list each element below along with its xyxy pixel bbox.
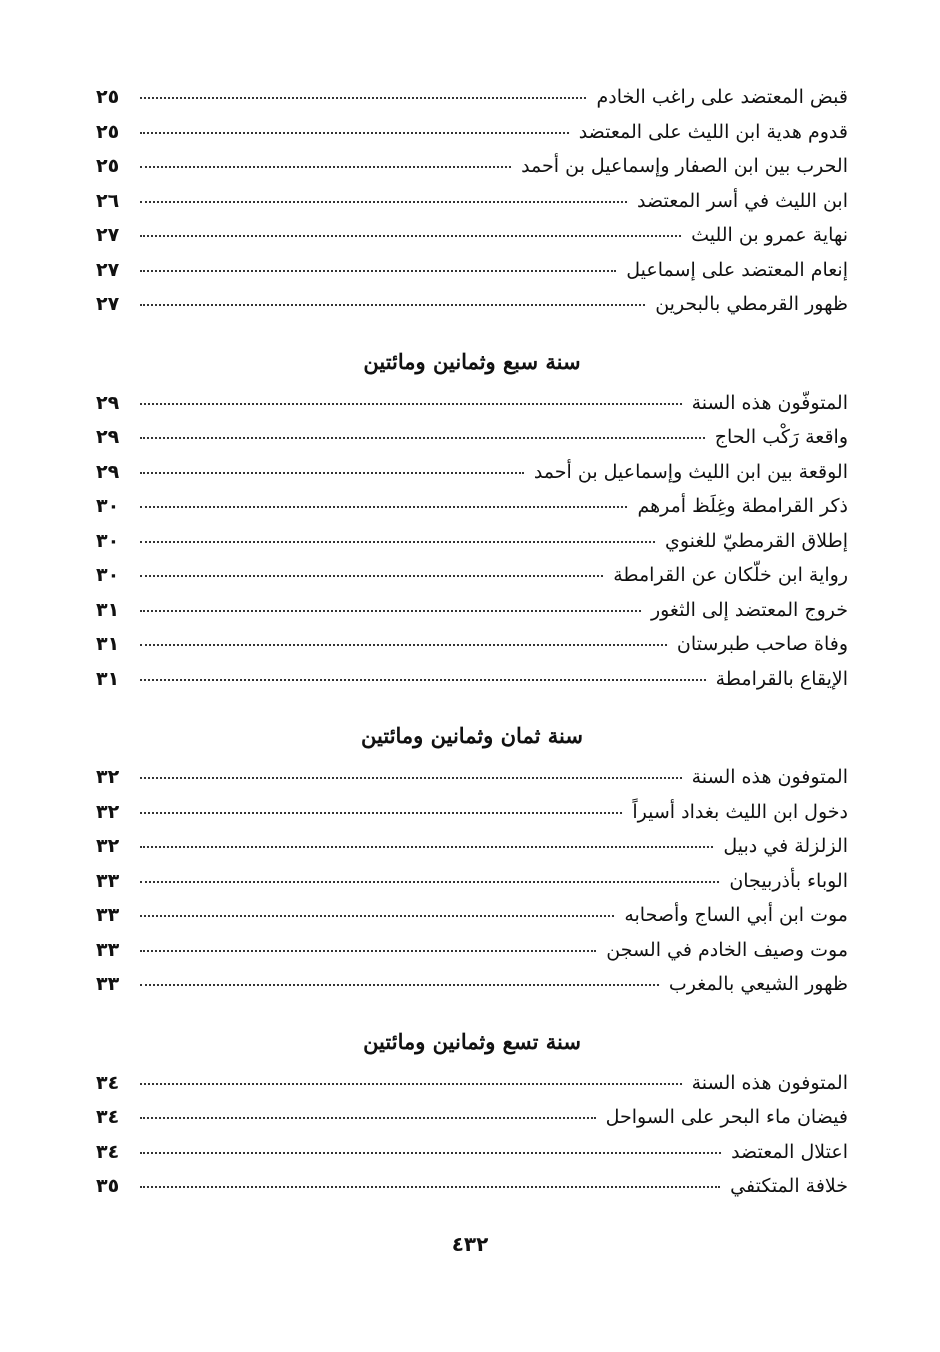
- dot-leader: [140, 812, 622, 814]
- toc-entry: [96, 904, 848, 939]
- dot-leader: [140, 166, 511, 168]
- entry-page-number: ٣١: [96, 598, 120, 621]
- entry-title: واقعة رَكْب الحاج: [714, 426, 848, 448]
- entry-title: رواية ابن خلّكان عن القرامطة: [613, 564, 848, 586]
- entry-title: المتوفون هذه السنة: [691, 1071, 848, 1094]
- dot-leader: [140, 881, 719, 883]
- toc-entry: [96, 121, 848, 156]
- entry-page-number: ٣٤: [96, 1106, 120, 1128]
- entry-title: ظهور الشيعي بالمغرب: [668, 973, 848, 995]
- entry-title: ابن الليث في أسر المعتضد: [637, 189, 848, 212]
- entry-page-number: ٣٠: [96, 495, 120, 517]
- toc-entry: [96, 1106, 848, 1141]
- dot-leader: [140, 1117, 596, 1119]
- dot-leader: [140, 235, 681, 237]
- dot-leader: [140, 846, 713, 848]
- toc-entry: [96, 1175, 848, 1210]
- toc-entry: [96, 426, 848, 461]
- entry-title: اعتلال المعتضد: [731, 1140, 848, 1163]
- toc-entry: [96, 870, 848, 905]
- toc-entry: [96, 1141, 848, 1176]
- toc-entry: [96, 564, 848, 599]
- toc-entry: [96, 801, 848, 836]
- entry-page-number: ٣٠: [96, 529, 120, 552]
- toc-entry: [96, 86, 848, 121]
- entry-title: المتوفّون هذه السنة: [691, 391, 848, 414]
- toc-entry: [96, 293, 848, 328]
- dot-leader: [140, 575, 603, 577]
- section-heading: سنة ثمان وثمانين ومائتين: [361, 723, 583, 748]
- dot-leader: [140, 777, 682, 779]
- dot-leader: [140, 132, 569, 134]
- table-of-contents: [96, 86, 848, 1210]
- toc-entry: [96, 224, 848, 259]
- toc-entry: [96, 599, 848, 634]
- toc-entry: [96, 392, 848, 427]
- dot-leader: [140, 201, 627, 203]
- toc-entry: [96, 633, 848, 668]
- entry-title: الوقعة بين ابن الليث وإسماعيل بن أحمد: [533, 460, 848, 483]
- dot-leader: [140, 1186, 720, 1188]
- entry-page-number: ٢٧: [96, 293, 120, 315]
- entry-title: الزلزلة في دبيل: [723, 835, 848, 857]
- dot-leader: [140, 403, 682, 405]
- toc-entry: [96, 155, 848, 190]
- dot-leader: [140, 679, 706, 681]
- toc-section: [96, 334, 848, 703]
- toc-section: [96, 708, 848, 1008]
- toc-entry: [96, 461, 848, 496]
- toc-section: [96, 1014, 848, 1210]
- dot-leader: [140, 984, 659, 986]
- entry-title: دخول ابن الليث بغداد أسيراً: [632, 800, 848, 823]
- entry-page-number: ٢٩: [96, 391, 120, 414]
- entry-title: وفاة صاحب طبرستان: [676, 633, 848, 655]
- dot-leader: [140, 610, 641, 612]
- toc-entry: [96, 973, 848, 1008]
- entry-page-number: ٣٤: [96, 1071, 120, 1094]
- entry-page-number: ٣٣: [96, 904, 120, 926]
- dot-leader: [140, 915, 614, 917]
- entry-title: الإيقاع بالقرامطة: [715, 667, 848, 690]
- entry-title: ذكر القرامطة وغِلَظ أمرهم: [637, 495, 848, 517]
- entry-page-number: ٣٢: [96, 800, 120, 823]
- entry-page-number: ٢٥: [96, 155, 120, 177]
- entry-title: الحرب بين ابن الصفار وإسماعيل بن أحمد: [521, 155, 848, 177]
- toc-entry: [96, 835, 848, 870]
- dot-leader: [140, 541, 655, 543]
- entry-page-number: ٢٦: [96, 189, 120, 212]
- dot-leader: [140, 97, 586, 99]
- toc-entry: [96, 530, 848, 565]
- dot-leader: [140, 506, 627, 508]
- entry-page-number: ٢٩: [96, 426, 120, 448]
- entry-page-number: ٣٢: [96, 766, 120, 788]
- toc-entry: [96, 939, 848, 974]
- dot-leader: [140, 1083, 682, 1085]
- toc-entry: [96, 668, 848, 703]
- entry-page-number: ٣٠: [96, 564, 120, 586]
- entry-title: موت وصيف الخادم في السجن: [606, 938, 848, 961]
- entry-page-number: ٣٤: [96, 1140, 120, 1163]
- dot-leader: [140, 644, 667, 646]
- entry-page-number: ٢٧: [96, 258, 120, 281]
- entry-title: فيضان ماء البحر على السواحل: [605, 1106, 848, 1128]
- entry-page-number: ٣١: [96, 633, 120, 655]
- entry-page-number: ٣٢: [96, 835, 120, 857]
- page-number: ٤٣٢: [451, 1232, 489, 1256]
- section-heading: سنة تسع وثمانين ومائتين: [363, 1028, 581, 1054]
- toc-entry: [96, 1072, 848, 1107]
- section-heading: سنة سبع وثمانين ومائتين: [363, 348, 581, 374]
- entry-page-number: ٢٥: [96, 86, 120, 108]
- toc-section: [96, 86, 848, 328]
- dot-leader: [140, 950, 596, 952]
- dot-leader: [140, 472, 524, 474]
- entry-title: الوباء بأذربيجان: [729, 869, 848, 892]
- entry-page-number: ٢٩: [96, 460, 120, 483]
- entry-page-number: ٢٧: [96, 224, 120, 246]
- entry-title: إنعام المعتضد على إسماعيل: [626, 258, 848, 281]
- entry-page-number: ٣١: [96, 667, 120, 690]
- entry-page-number: ٢٥: [96, 120, 120, 143]
- dot-leader: [140, 437, 705, 439]
- dot-leader: [140, 1152, 721, 1154]
- entry-page-number: ٣٣: [96, 938, 120, 961]
- toc-entry: [96, 766, 848, 801]
- entry-page-number: ٣٣: [96, 869, 120, 892]
- toc-entry: [96, 190, 848, 225]
- entry-title: ظهور القرمطي بالبحرين: [655, 293, 848, 315]
- toc-entry: [96, 259, 848, 294]
- toc-entry: [96, 495, 848, 530]
- entry-title: خلافة المتكتفي: [730, 1175, 848, 1197]
- entry-page-number: ٣٣: [96, 973, 120, 995]
- entry-title: إطلاق القرمطيّ للغنوي: [665, 529, 848, 552]
- entry-title: قبض المعتضد على راغب الخادم: [596, 86, 848, 108]
- entry-page-number: ٣٥: [96, 1175, 120, 1197]
- entry-title: المتوفون هذه السنة: [691, 766, 848, 788]
- dot-leader: [140, 270, 616, 272]
- entry-title: قدوم هدية ابن الليث على المعتضد: [578, 120, 848, 143]
- entry-title: موت ابن أبي الساج وأصحابه: [624, 904, 848, 926]
- entry-title: نهاية عمرو بن الليث: [691, 224, 848, 246]
- entry-title: خروج المعتضد إلى الثغور: [650, 598, 848, 621]
- dot-leader: [140, 304, 645, 306]
